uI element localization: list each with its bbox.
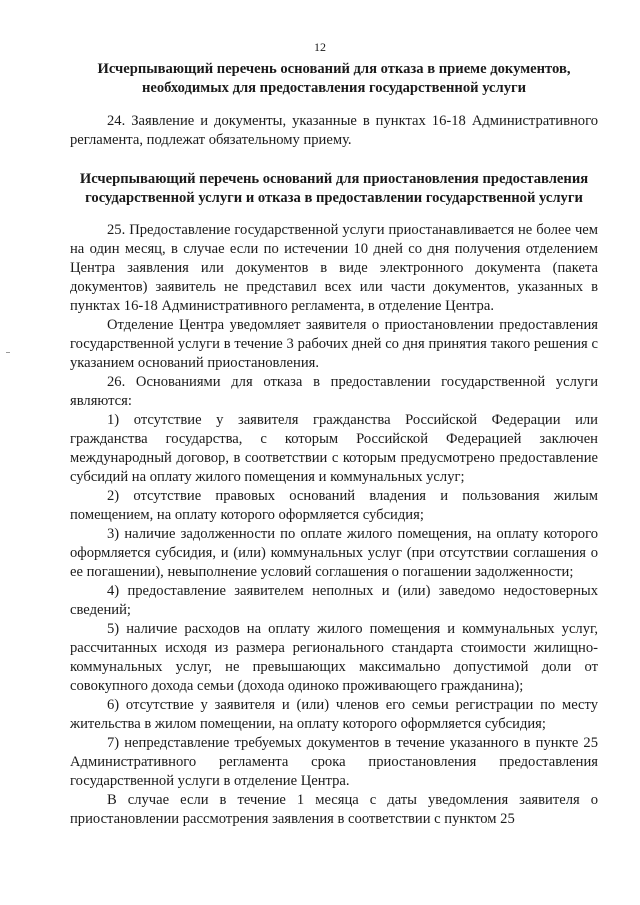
paragraph-24: 24. Заявление и документы, указанные в пунктах 16-18 Административного регламента, подлежат обязательному приему. [70, 113, 598, 148]
section-heading-suspension-refusal: Исчерпывающий перечень оснований для приостановления предоставления государственной услуги и отказа в предоставлении государственной услуги [79, 171, 589, 206]
section-heading-refusal-acceptance: Исчерпывающий перечень оснований для отказа в приеме документов, необходимых для предоставления государственной услуги [97, 61, 571, 96]
list-item: 1) отсутствие у заявителя гражданства Российской Федерации или гражданства государства, с которым Российской Федерацией заключен международный договор, в соответствии с которым предусмотрено предоставление субсидий на оплату жилого помещения и коммунальных услуг; [70, 412, 598, 485]
list-item: 7) непредставление требуемых документов в течение указанного в пункте 25 Административного регламента срока приостановления предоставления государственной услуги в отделение Центра. [70, 735, 598, 789]
list-item: 4) предоставление заявителем неполных и (или) заведомо недостоверных сведений; [70, 583, 598, 618]
paragraph-26: 26. Основаниями для отказа в предоставлении государственной услуги являются: [70, 374, 598, 409]
scan-artifact [6, 352, 10, 353]
list-item: 3) наличие задолженности по оплате жилого помещения, на оплату которого оформляется субсидия, и (или) коммунальных услуг (при отсутствии соглашения о ее погашении), невыполнение условий соглашения о погашении задолженности; [70, 526, 598, 580]
closing-paragraph: В случае если в течение 1 месяца с даты уведомления заявителя о приостановлении рассмотрения заявления в соответствии с пунктом 25 [70, 792, 598, 827]
paragraph-25-notice: Отделение Центра уведомляет заявителя о приостановлении предоставления государственной услуги в течение 3 рабочих дней со дня принятия такого решения с указанием оснований приостановления. [70, 317, 598, 371]
page-number: 12 [314, 40, 326, 54]
paragraph-25: 25. Предоставление государственной услуги приостанавливается не более чем на один месяц, в случае если по истечении 10 дней со дня получения отделением Центра заявления или документов в виде электронного документа (пакета документов) заявитель не представил всех или части документов, указанных в пунктах 16-18 Административного регламента, в отделение Центра. [70, 222, 598, 314]
document-body [70, 60, 598, 829]
list-item: 6) отсутствие у заявителя и (или) членов его семьи регистрации по месту жительства в жилом помещении, на оплату которого оформляется субсидия; [70, 697, 598, 732]
list-item: 5) наличие расходов на оплату жилого помещения и коммунальных услуг, рассчитанных исходя из размера регионального стандарта стоимости жилищно-коммунальных услуг, не превышающих максимально допустимой доли от совокупного дохода семьи (дохода одиноко проживающего гражданина); [70, 621, 598, 694]
list-item: 2) отсутствие правовых оснований владения и пользования жилым помещением, на оплату которого оформляется субсидия; [70, 488, 598, 523]
